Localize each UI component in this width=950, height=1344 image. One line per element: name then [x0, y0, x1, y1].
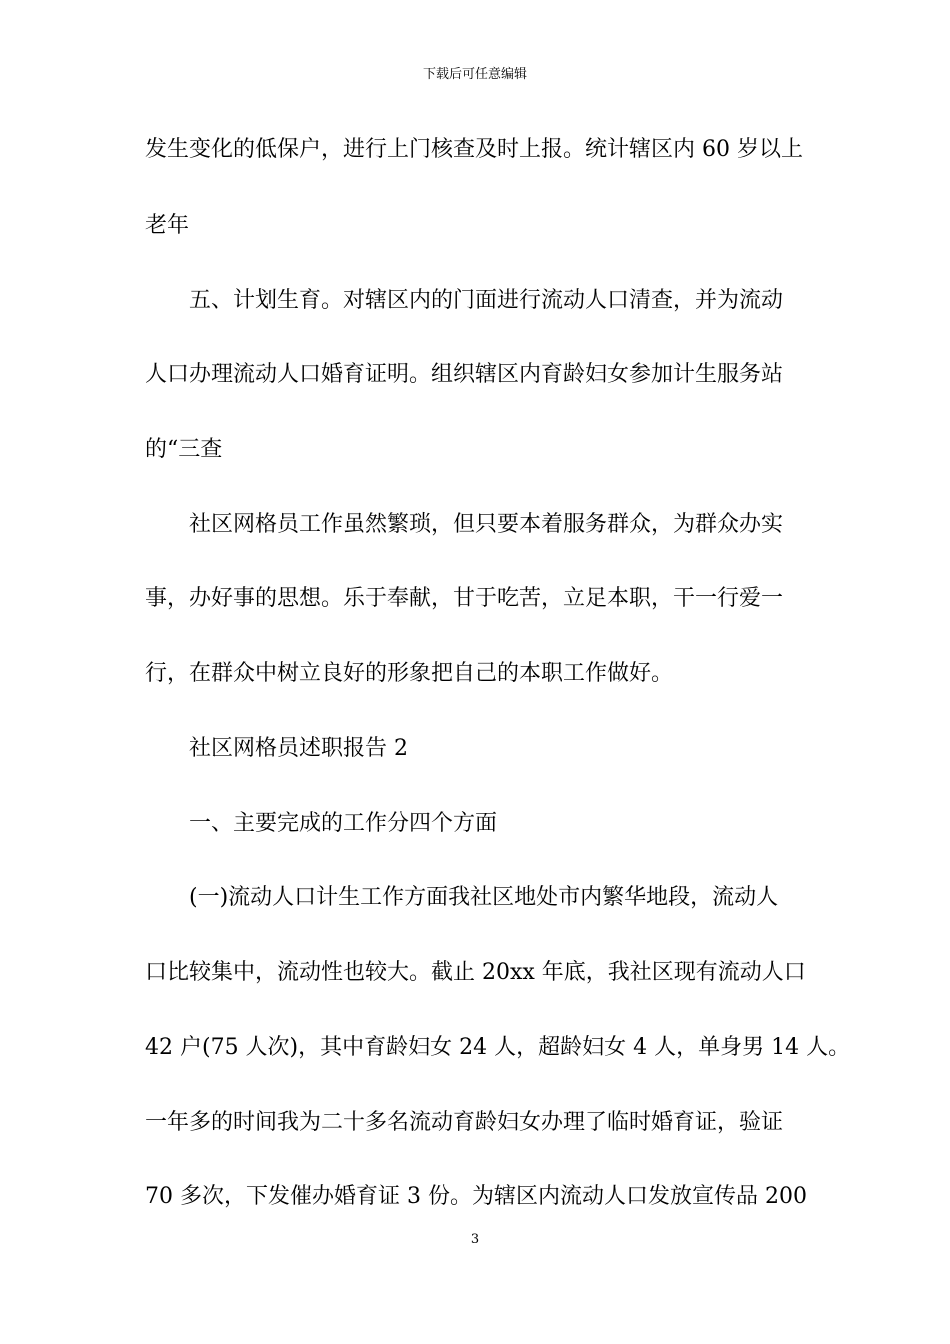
body-line-15: 70 多次，下发催办婚育证 3 份。为辖区内流动人口发放宣传品 200: [145, 1184, 807, 1209]
body-line-8: 行，在群众中树立良好的形象把自己的本职工作做好。: [145, 661, 674, 686]
body-line-5: 的“三查: [145, 437, 223, 462]
body-line-9: 社区网格员述职报告 2: [145, 736, 408, 761]
body-line-14: 一年多的时间我为二十多名流动育龄妇女办理了临时婚育证，验证: [145, 1110, 784, 1135]
body-line-1: 发生变化的低保户，进行上门核查及时上报。统计辖区内 60 岁以上: [145, 137, 803, 162]
body-line-12: 口比较集中，流动性也较大。截止 20xx 年底，我社区现有流动人口: [145, 960, 806, 985]
body-line-2: 老年: [145, 213, 190, 238]
body-line-4: 人口办理流动人口婚育证明。组织辖区内育龄妇女参加计生服务站: [145, 362, 784, 387]
body-line-3: 五、计划生育。对辖区内的门面进行流动人口清查，并为流动: [145, 288, 784, 313]
body-line-13: 42 户(75 人次)，其中育龄妇女 24 人，超龄妇女 4 人，单身男 14 人。: [145, 1035, 851, 1060]
page-number: 3: [470, 1232, 480, 1247]
body-line-7: 事，办好事的思想。乐于奉献，甘于吃苦，立足本职，干一行爱一: [145, 586, 784, 611]
body-line-6: 社区网格员工作虽然繁琐，但只要本着服务群众，为群众办实: [145, 512, 784, 537]
page-header: 下载后可任意编辑: [422, 67, 527, 82]
body-line-11: (一)流动人口计生工作方面我社区地处市内繁华地段，流动人: [145, 885, 779, 910]
body-line-10: 一、主要完成的工作分四个方面: [145, 811, 498, 836]
